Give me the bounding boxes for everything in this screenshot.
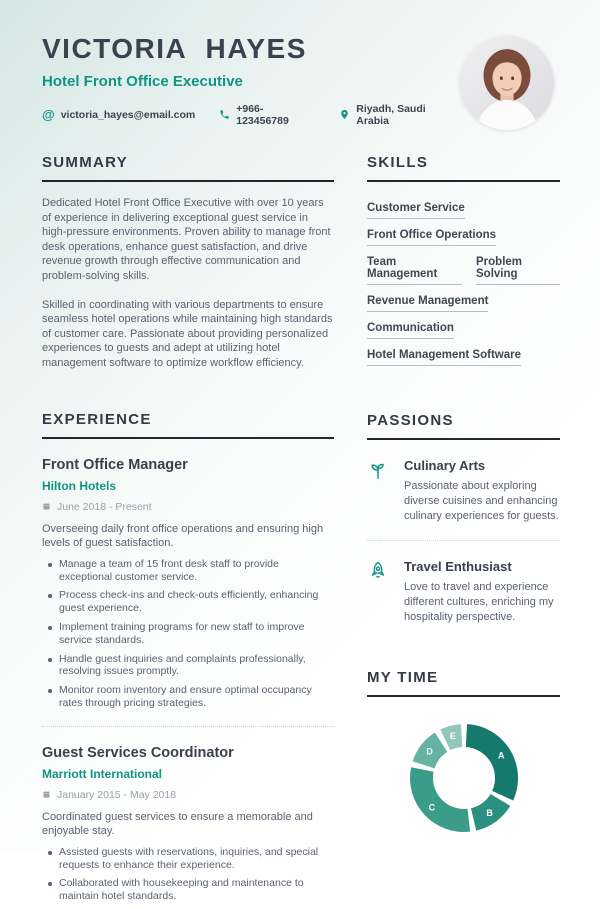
- experience-jobs: [42, 457, 334, 904]
- person-name: VICTORIA HAYES: [42, 33, 307, 64]
- donut-slice-label: A: [497, 750, 505, 761]
- donut-slice-A: [465, 724, 517, 800]
- passion-title: Culinary Arts: [404, 458, 486, 473]
- mytime-section: [367, 669, 560, 843]
- passions-list: [367, 458, 560, 625]
- contact-row: [42, 103, 460, 127]
- skill-item: Team Management: [367, 256, 462, 285]
- job-bullet: Collaborated with housekeeping and maintenance to maintain hotel standards.: [42, 877, 334, 903]
- job-title: Front Office Manager: [42, 456, 188, 473]
- passion-icon-box: [367, 559, 391, 624]
- contact-text: +966-123456789: [236, 102, 289, 127]
- skill-row: [367, 349, 560, 366]
- job-company: Marriott International: [42, 766, 163, 781]
- contact-text: Riyadh, Saudi Arabia: [356, 102, 426, 127]
- job-bullet: Assisted guests with reservations, inquiries, and special requests to enhance their experience.: [42, 846, 334, 872]
- avatar: [460, 36, 554, 130]
- experience-heading: EXPERIENCE: [42, 411, 334, 439]
- passions-heading: PASSIONS: [367, 412, 560, 440]
- contact-text: victoria_hayes@email.com: [60, 108, 196, 121]
- summary-paragraph: Skilled in coordinating with various departments to ensure seamless hotel operations while maintaining high standards of customer care. Passionate about providing personalized experiences to guests and adept at utilizing hotel management software to optimize workflow efficiency.: [42, 298, 333, 369]
- skill-row: [367, 229, 560, 246]
- job-entry: [42, 457, 334, 710]
- job-dates-text: January 2015 - May 2018: [57, 788, 177, 801]
- phone-icon: [219, 109, 230, 120]
- header-identity: [42, 34, 460, 127]
- passion-title: Travel Enthusiast: [404, 559, 512, 575]
- at-icon: @: [42, 107, 55, 123]
- job-description: Overseeing daily front office operations and ensuring high levels of guest satisfaction.: [42, 522, 324, 550]
- avatar-portrait-illustration: [460, 36, 554, 130]
- contact-phone: [219, 103, 315, 127]
- skill-row: [367, 322, 560, 339]
- skill-item: Communication: [367, 322, 454, 339]
- passion-divider: [367, 540, 560, 541]
- passion-item: [367, 559, 560, 624]
- left-column: [42, 154, 334, 909]
- header: [0, 0, 600, 130]
- job-bullets: [42, 558, 334, 710]
- donut-slice-label: D: [425, 746, 433, 757]
- job-description: Coordinated guest services to ensure a memorable and enjoyable stay.: [42, 810, 313, 838]
- experience-section: [42, 411, 334, 904]
- calendar-icon: [42, 790, 51, 799]
- skills-list: [367, 202, 560, 366]
- location-icon: [339, 109, 350, 120]
- skill-item: Hotel Management Software: [367, 349, 521, 366]
- skills-heading: SKILLS: [367, 154, 560, 182]
- job-bullets: [42, 846, 334, 903]
- skill-row: [367, 295, 560, 312]
- donut-slice-label: B: [485, 807, 493, 818]
- job-dates: [42, 789, 334, 801]
- job-bullet: Implement training programs for new staff to improve service standards.: [42, 621, 334, 647]
- passion-body: [404, 559, 560, 624]
- job-bullet: Handle guest inquiries and complaints professionally, resolving issues promptly.: [42, 653, 334, 679]
- right-column: [367, 154, 560, 909]
- skill-item: Revenue Management: [367, 295, 488, 312]
- job-entry: [42, 745, 334, 903]
- summary-section: [42, 154, 334, 371]
- donut-slice-C: [410, 767, 470, 832]
- time-donut-chart: [367, 713, 560, 843]
- contact-location: [339, 103, 460, 127]
- content-columns: [0, 130, 600, 909]
- skill-item: Front Office Operations: [367, 229, 496, 246]
- passion-text: Passionate about exploring diverse cuisines and enhancing culinary experiences for guests.: [404, 480, 559, 522]
- person-title: Hotel Front Office Executive: [42, 72, 243, 90]
- passions-section: [367, 412, 560, 625]
- summary-heading: SUMMARY: [42, 154, 334, 182]
- job-dates: [42, 501, 334, 513]
- rocket-icon: [367, 560, 389, 582]
- passion-text: Love to travel and experience different cultures, enriching my hospitality perspective.: [404, 581, 554, 623]
- calendar-icon: [42, 502, 51, 511]
- skill-item: Problem Solving: [476, 256, 560, 285]
- passion-icon-box: [367, 458, 391, 523]
- passion-body: [404, 458, 560, 523]
- skill-row: [367, 256, 560, 285]
- job-company: Hilton Hotels: [42, 478, 116, 493]
- passion-item: [367, 458, 560, 523]
- skill-item: Customer Service: [367, 202, 465, 219]
- donut-slice-label: E: [449, 730, 456, 741]
- job-title: Guest Services Coordinator: [42, 744, 234, 761]
- skills-section: [367, 154, 560, 366]
- summary-paragraph: Dedicated Hotel Front Office Executive with over 10 years of experience in delivering exceptional guest service in high-pressure environments. Proven ability to manage front desk operations, enhance guest satisfaction, and drive revenue growth through effective communication and problem-solving skills.: [42, 197, 331, 282]
- summary-body: [42, 196, 334, 371]
- seedling-icon: [367, 459, 389, 481]
- job-divider: [42, 726, 334, 727]
- job-bullet: Manage a team of 15 front desk staff to provide exceptional customer service.: [42, 558, 334, 584]
- skill-row: [367, 202, 560, 219]
- donut-chart-svg: [399, 713, 529, 843]
- job-bullet: Process check-ins and check-outs efficiently, enhancing guest experience.: [42, 589, 334, 615]
- donut-slice-label: C: [428, 802, 435, 813]
- job-dates-text: June 2018 - Present: [57, 500, 152, 513]
- contact-at: [42, 108, 195, 121]
- mytime-heading: MY TIME: [367, 669, 560, 697]
- job-bullet: Monitor room inventory and ensure optimal occupancy rates through pricing strategies.: [42, 684, 334, 710]
